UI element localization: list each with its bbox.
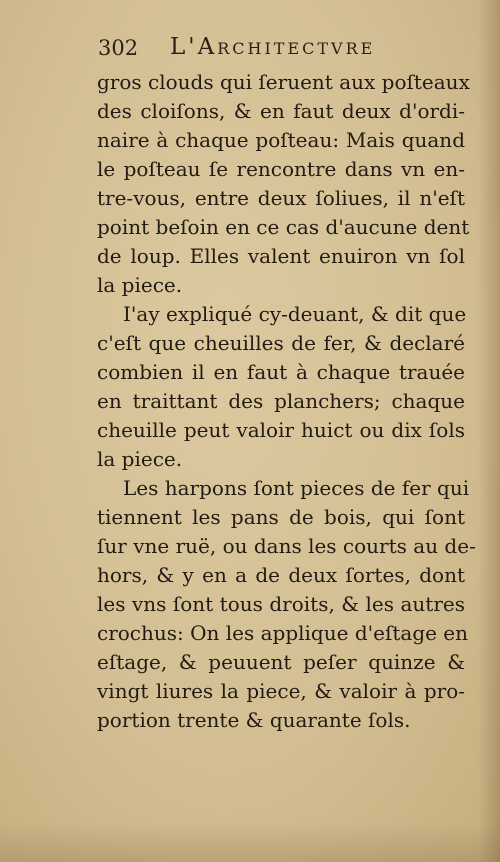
text-line: portion trente & quarante ſols.: [97, 708, 411, 732]
text-line: en traittant des planchers; chaque: [97, 389, 465, 413]
text-line: ſur vne ruë, ou dans les courts au de-: [97, 534, 476, 558]
text-line: la piece.: [97, 273, 183, 297]
text-line: combien il en faut à chaque trauée: [97, 360, 465, 384]
text-line: crochus: On les applique d'eſtage en: [97, 621, 469, 645]
page-edge-shadow: [478, 0, 500, 862]
text-line: hors, & y en a de deux ſortes, dont: [97, 563, 465, 587]
text-line: Les harpons ſont pieces de fer qui: [123, 476, 470, 500]
page-number: 302: [98, 36, 139, 60]
text-line: gros clouds qui ſeruent aux poſteaux: [97, 70, 470, 94]
text-line: eſtage, & peuuent peſer quinze &: [97, 650, 465, 674]
text-line: naire à chaque poſteau: Mais quand: [97, 128, 465, 152]
body-text: [97, 68, 476, 735]
text-line: cheuille peut valoir huict ou dix ſols: [97, 418, 465, 442]
paragraph: [97, 300, 465, 474]
text-line: le poſteau ſe rencontre dans vn en-: [97, 157, 465, 181]
text-line: les vns ſont tous droits, & les autres: [97, 592, 465, 616]
text-line: de loup. Elles valent enuiron vn ſol: [97, 244, 465, 268]
page-header: [98, 34, 470, 68]
text-line: I'ay expliqué cy-deuant, & dit que: [123, 302, 467, 326]
paragraph: [97, 474, 476, 735]
text-line: tre-vous, entre deux ſoliues, il n'eſt: [97, 186, 465, 210]
running-title: L'Architectvre: [170, 34, 376, 60]
text-line: point beſoin en ce cas d'aucune dent: [97, 215, 470, 239]
text-line: la piece.: [97, 447, 183, 471]
text-line: vingt liures la piece, & valoir à pro-: [97, 679, 465, 703]
paragraph: [97, 68, 470, 300]
text-line: tiennent les pans de bois, qui ſont: [97, 505, 465, 529]
page-bottom-shadow: [0, 822, 500, 862]
text-line: des cloiſons, & en faut deux d'ordi-: [97, 99, 465, 123]
text-line: c'eſt que cheuilles de fer, & declaré: [97, 331, 465, 355]
